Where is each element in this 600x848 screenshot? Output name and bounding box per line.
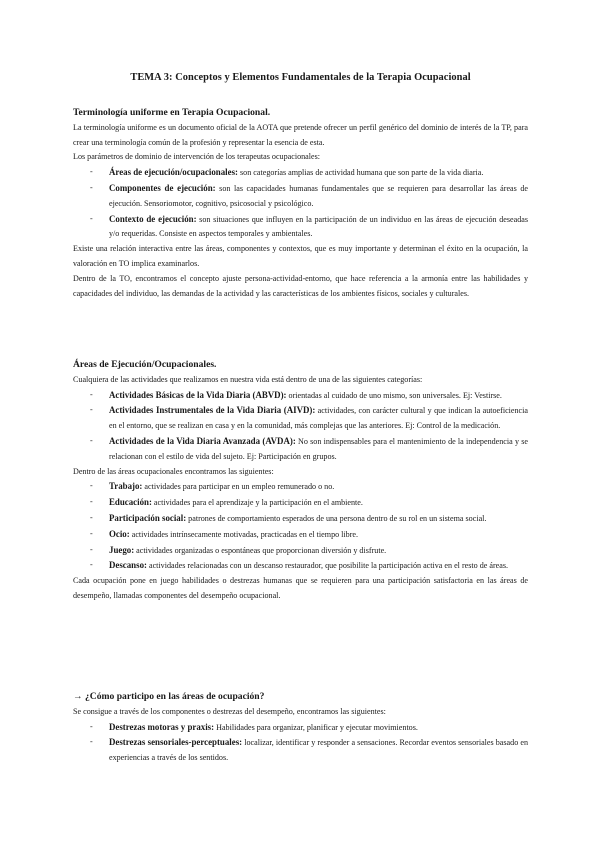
item-term: Actividades Básicas de la Vida Diaria (ABVD): — [109, 389, 287, 400]
item-text: patrones de comportamiento esperados de una persona dentro de su rol en un sistema social. — [186, 513, 487, 523]
section-heading: Terminología uniforme en Terapia Ocupacional. — [73, 107, 271, 118]
item-text: actividades, con carácter cultural y que indican la autoeficiencia en el entorno, que se realizan en casa y en la comunidad, más complejas que las anteriores. Ej: Control de la medicación. — [109, 406, 528, 431]
item-text: actividades organizadas o espontáneas que proporcionan diversión y disfrute. — [134, 545, 387, 555]
item-term: Destrezas sensoriales-perceptuales: — [109, 737, 243, 748]
list-item: - Destrezas sensoriales-perceptuales: localizar, identificar y responder a sensaciones. Recordar eventos sensoriales basado en experiencias a través de los sentidos. — [90, 737, 528, 763]
list-item: - Destrezas motoras y praxis: Habilidades para organizar, planificar y ejecutar movimientos. — [90, 721, 418, 732]
page-title: TEMA 3: Conceptos y Elementos Fundamentales de la Terapia Ocupacional — [130, 72, 471, 83]
list-item: - Ocio: actividades intrínsecamente motivadas, practicadas en el tiempo libre. — [90, 528, 359, 539]
bullet-list — [73, 388, 528, 465]
item-term: Juego: — [109, 544, 135, 555]
paragraph: La terminología uniforme es un documento oficial de la AOTA que pretende ofrecer un perfil genérico del dominio de interés de la TP, para crear una terminología común de la profesión y representar la esencia de esta. — [73, 122, 528, 147]
item-term: Descanso: — [109, 560, 147, 571]
list-item: - Educación: actividades para el aprendizaje y la participación en el ambiente. — [90, 497, 363, 508]
section-areas-ejecucion — [73, 358, 528, 604]
list-item: - Trabajo: actividades para participar en un empleo remunerado o no. — [90, 481, 335, 492]
paragraph: Cualquiera de las actividades que realizamos en nuestra vida está dentro de una de las siguientes categorías: — [73, 374, 423, 384]
item-text: actividades para participar en un empleo remunerado o no. — [142, 482, 335, 492]
item-term: Trabajo: — [109, 481, 143, 492]
item-text: son situaciones que influyen en la participación de un individuo en las áreas de ejecución deseadas y/o requeridas. Consiste en aspectos temporales y ambientales. — [109, 214, 529, 239]
heading-text: ¿Cómo participo en las áreas de ocupación? — [85, 691, 265, 702]
paragraph: Cada ocupación pone en juego habilidades o destrezas humanas que se requieren para una participación satisfactoria en las áreas de desempeño, llamadas componentes del desempeño ocupacional. — [73, 576, 528, 600]
item-text: actividades relacionadas con un descanso restaurador, que posibilite la participación activa en el resto de áreas. — [146, 561, 509, 571]
item-text: actividades intrínsecamente motivadas, practicadas en el tiempo libre. — [129, 529, 359, 539]
bullet-list — [73, 165, 528, 242]
list-item: - Contexto de ejecución: son situaciones que influyen en la participación de un individuo en las áreas de ejecución deseadas y/o requeridas. Consiste en aspectos temporales y ambientales. — [90, 213, 529, 239]
item-term: Participación social: — [109, 512, 187, 523]
item-term: Áreas de ejecución/ocupacionales: — [109, 167, 238, 178]
item-text: son las capacidades humanas fundamentales que se requieren para desarrollar las áreas de ejecución. Sensoriomotor, cognitivo, psicosocial y psicológico. — [109, 183, 528, 208]
item-term: Actividades Instrumentales de la Vida Diaria (AIVD): — [109, 405, 316, 416]
paragraph: Dentro de las áreas ocupacionales encontramos las siguientes: — [73, 466, 274, 476]
paragraph: Dentro de la TO, encontramos el concepto ajuste persona-actividad-entorno, que hace referencia a la armonía entre las habilidades y capacidades del individuo, las demandas de la actividad y las características de los ambientes físicos, sociales y culturales. — [73, 273, 528, 298]
item-text: Habilidades para organizar, planificar y ejecutar movimientos. — [214, 722, 418, 732]
list-item: - Actividades de la Vida Diaria Avanzada (AVDA): No son indispensables para el mantenimiento de la independencia y se relacionan con el estilo de vida del sujeto. Ej: Participación en grupos. — [90, 435, 528, 461]
list-item: - Áreas de ejecución/ocupacionales: son categorías amplias de actividad humana que son parte de la vida diaria. — [90, 167, 484, 178]
item-term: Componentes de ejecución: — [109, 182, 216, 193]
item-text: localizar, identificar y responder a sensaciones. Recordar eventos sensoriales basado en experiencias a través de los sentidos. — [109, 738, 528, 763]
paragraph: Se consigue a través de los componentes o destrezas del desempeño, encontramos las siguientes: — [73, 706, 386, 716]
bullet-list — [73, 479, 528, 574]
list-item: - Participación social: patrones de comportamiento esperados de una persona dentro de su rol en un sistema social. — [90, 512, 487, 523]
bullet-list — [73, 720, 528, 766]
paragraph: Los parámetros de dominio de intervención de los terapeutas ocupacionales: — [73, 152, 321, 162]
item-text: No son indispensables para el mantenimiento de la independencia y se relacionan con el estilo de vida del sujeto. Ej: Participación en grupos. — [109, 436, 528, 461]
list-item: - Componentes de ejecución: son las capacidades humanas fundamentales que se requieren para desarrollar las áreas de ejecución. Sensoriomotor, cognitivo, psicosocial y psicológico. — [90, 182, 528, 208]
list-item: - Actividades Básicas de la Vida Diaria (ABVD): orientadas al cuidado de uno mismo, son universales. Ej: Vestirse. — [90, 389, 502, 400]
list-item: - Descanso: actividades relacionadas con un descanso restaurador, que posibilite la participación activa en el resto de áreas. — [90, 560, 509, 571]
item-term: Actividades de la Vida Diaria Avanzada (AVDA): — [109, 435, 296, 446]
section-heading: Áreas de Ejecución/Ocupacionales. — [73, 359, 217, 370]
section-como-participo — [73, 690, 528, 766]
section-heading — [73, 690, 528, 705]
list-item: - Actividades Instrumentales de la Vida Diaria (AIVD): actividades, con carácter cultural y que indican la autoeficiencia en el entorno, que se realizan en casa y en la comunidad, más complejas que las anteriores. Ej: Control de la medicación. — [90, 405, 528, 431]
section-terminologia — [73, 106, 528, 301]
item-term: Contexto de ejecución: — [109, 213, 197, 224]
list-item: - Juego: actividades organizadas o espontáneas que proporcionan diversión y disfrute. — [90, 544, 387, 555]
item-term: Destrezas motoras y praxis: — [109, 721, 215, 732]
item-text: orientadas al cuidado de uno mismo, son universales. Ej: Vestirse. — [286, 390, 502, 400]
item-term: Educación: — [109, 497, 152, 508]
arrow-right-icon: → — [73, 691, 83, 702]
item-text: actividades para el aprendizaje y la participación en el ambiente. — [151, 498, 363, 508]
item-term: Ocio: — [109, 528, 130, 539]
item-text: son categorías amplias de actividad humana que son parte de la vida diaria. — [238, 168, 484, 178]
paragraph: Existe una relación interactiva entre las áreas, componentes y contextos, que es muy importante y determinan el éxito en la ocupación, la valoración en TO implica examinarlos. — [73, 244, 528, 268]
